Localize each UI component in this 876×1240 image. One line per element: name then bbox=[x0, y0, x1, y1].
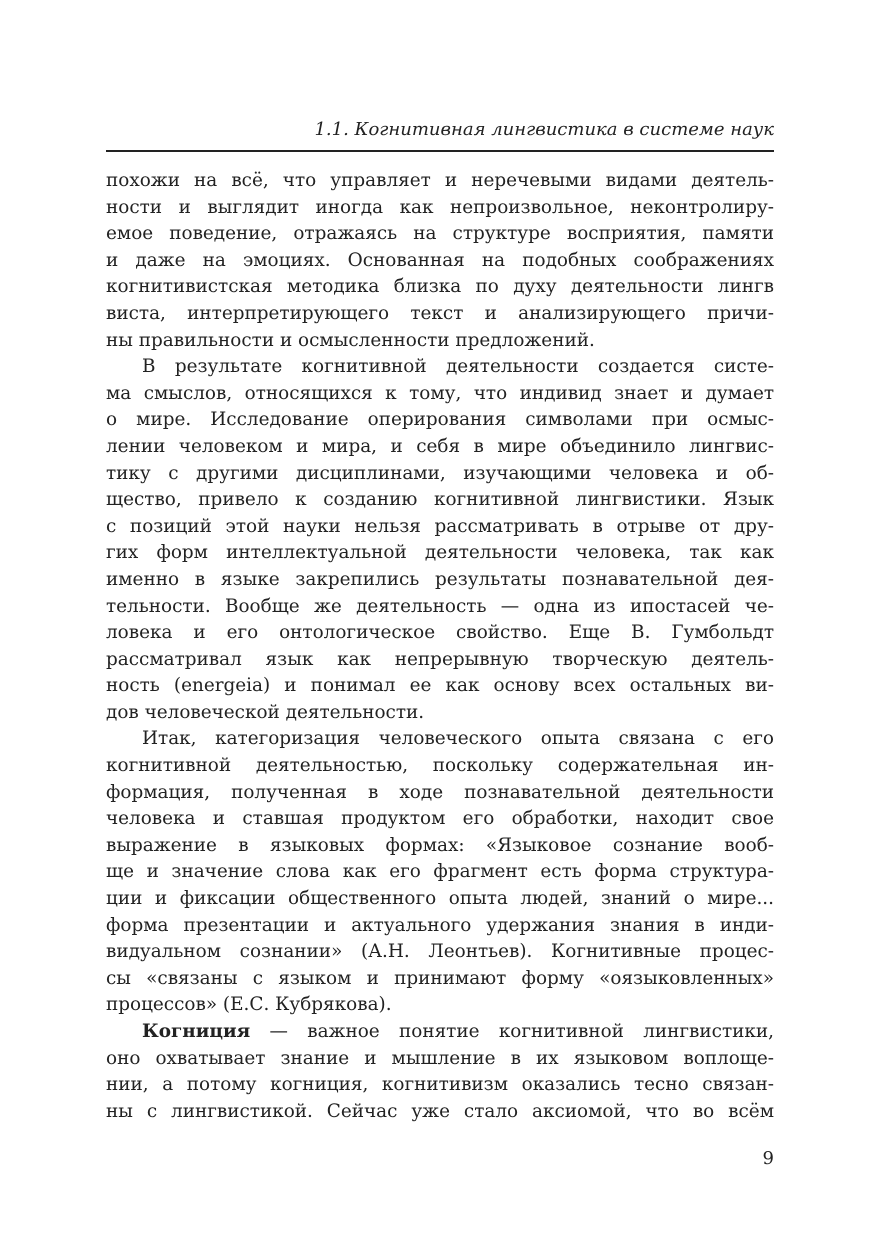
text-line: тику с другими дисциплинами, изучающими человека и об- bbox=[106, 462, 774, 484]
text-line: щество, привело к созданию когнитивной лингвистики. Язык bbox=[106, 489, 774, 511]
text-line: выражение в языковых формах: «Языковое сознание вооб- bbox=[106, 834, 774, 856]
text-line: ны с лингвистикой. Сейчас уже стало аксиомой, что во всём bbox=[106, 1100, 774, 1122]
text-line: оно охватывает знание и мышление в их языковом воплоще- bbox=[106, 1047, 774, 1069]
text-line: формация, полученная в ходе познавательной деятельности bbox=[106, 781, 774, 803]
page-header bbox=[106, 112, 774, 152]
text-line: похожи на всё, что управляет и неречевыми видами деятель- bbox=[106, 170, 774, 191]
text-line: рассматривал язык как непрерывную творческую деятель- bbox=[106, 648, 774, 670]
text-line: ции и фиксации общественного опыта людей, знаний о мире... bbox=[106, 888, 774, 910]
text-line: Итак, категоризация человеческого опыта связана с его bbox=[142, 728, 774, 750]
body-text bbox=[106, 168, 774, 1125]
text-line: виста, интерпретирующего текст и анализирующего причи- bbox=[106, 302, 774, 324]
text-line: тельности. Вообще же деятельность — одна из ипостасей че- bbox=[106, 595, 774, 617]
text-line: ловека и его онтологическое свойство. Еще В. Гумбольдт bbox=[106, 622, 774, 644]
text-line: когнитивистская методика близка по духу деятельности лингв bbox=[106, 276, 774, 298]
text-line: ще и значение слова как его фрагмент есть форма структура- bbox=[106, 861, 774, 883]
text-line: сы «связаны с языком и принимают форму «оязыковленных» bbox=[106, 967, 774, 989]
text-line-rest: — важное понятие когнитивной лингвистики, bbox=[250, 1021, 774, 1042]
text-line: человека и ставшая продуктом его обработки, находит свое bbox=[106, 808, 774, 830]
text-line: когнитивной деятельностью, поскольку содержательная ин- bbox=[106, 755, 774, 777]
text-line: ности и выглядит иногда как непроизвольное, неконтролиру- bbox=[106, 196, 774, 218]
text-line: ность (energeia) и понимал ее как основу всех остальных ви- bbox=[106, 675, 774, 697]
text-line: емое поведение, отражаясь на структуре восприятия, памяти bbox=[106, 223, 774, 245]
page-number: 9 bbox=[762, 1148, 774, 1169]
term-cognition: Когниция bbox=[142, 1021, 251, 1042]
text-line: о мире. Исследование оперирования символами при осмыс- bbox=[106, 409, 774, 431]
text-line: дов человеческой деятельности. bbox=[106, 701, 425, 723]
text-line: процессов» (Е.С. Кубрякова). bbox=[106, 994, 392, 1016]
text-line: гих форм интеллектуальной деятельности человека, так как bbox=[106, 542, 774, 564]
text-line: с позиций этой науки нельзя рассматривать в отрыве от дру- bbox=[106, 515, 774, 537]
text-line: лении человеком и мира, и себя в мире объединило лингвис- bbox=[106, 435, 774, 457]
text-line bbox=[106, 1019, 774, 1046]
running-head: 1.1. Когнитивная лингвистика в системе наук bbox=[314, 119, 774, 140]
text-line: нии, а потому когниция, когнитивизм оказались тесно связан- bbox=[106, 1074, 774, 1096]
text-line: форма презентации и актуального удержания знания в инди- bbox=[106, 914, 774, 936]
text-line: видуальном сознании» (А.Н. Леонтьев). Когнитивные процес- bbox=[106, 941, 774, 963]
text-line: именно в языке закрепились результаты познавательной дея- bbox=[106, 568, 774, 590]
text-line: ма смыслов, относящихся к тому, что индивид знает и думает bbox=[106, 382, 774, 404]
text-line: и даже на эмоциях. Основанная на подобных соображениях bbox=[106, 249, 774, 271]
text-line: В результате когнитивной деятельности создается систе- bbox=[142, 356, 774, 378]
text-line: ны правильности и осмысленности предложений. bbox=[106, 329, 595, 351]
